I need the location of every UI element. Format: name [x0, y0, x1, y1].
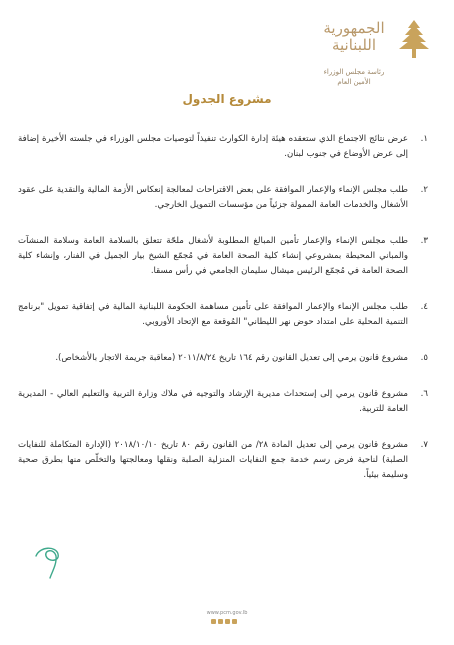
social-icons: [211, 619, 237, 624]
agenda-item: [18, 351, 428, 366]
document-title: مشروع الجدول: [182, 92, 272, 106]
office-subtitle: الأمين العام: [337, 78, 371, 86]
agenda-item: [18, 183, 428, 213]
twitter-icon: [218, 619, 223, 624]
item-text: عرض نتائج الاجتماع الذي ستعقده هيئة إدارة الكوارث تنفيذاً لتوصيات مجلس الوزراء في جلسته الأخيرة إضافة إلى عرض الأوضاع في جنوب لبنان.: [18, 134, 408, 159]
instagram-icon: [225, 619, 230, 624]
agenda-item: [18, 387, 428, 417]
item-number: ١.: [420, 134, 428, 144]
item-number: ٦.: [420, 389, 428, 399]
cedar-emblem-icon: [396, 18, 432, 62]
youtube-icon: [232, 619, 237, 624]
agenda-list: [18, 132, 428, 504]
signature-mark: [30, 540, 70, 580]
office-name: رئاسة مجلس الوزراء: [323, 68, 385, 76]
item-text: مشروع قانون يرمي إلى تعديل المادة ٢٨/ من القانون رقم ٨٠ تاريخ ٢٠١٨/١٠/١٠ (الإدارة المتكاملة للنفايات الصلبة) لناحية فرض رسم خدمة جمع النفايات المنزلية الصلبة ونقلها ومعالجتها والتخلّص منها بطرق صحية وسليمة بيئياً.: [18, 440, 408, 480]
item-text: طلب مجلس الإنماء والإعمار الموافقة على بعض الاقتراحات لمعالجة إنعكاس الأزمة المالية والنقدية على عقود الأشغال والخدمات العامة الممولة جزئياً من مؤسسات التمويل الخارجي.: [18, 185, 408, 210]
agenda-item: [18, 234, 428, 279]
item-text: مشروع قانون يرمي إلى إستحداث مديرية الإرشاد والتوجيه في ملاك وزارة التربية والتعليم العالي - المديرية العامة للتربية.: [18, 389, 408, 414]
republic-emblem-text: الجمهورية اللبنانية: [323, 19, 385, 54]
item-number: ٢.: [420, 185, 428, 195]
item-text: طلب مجلس الإنماء والإعمار تأمين المبالغ المطلوبة لأشغال ملحّة تتعلق بالسلامة العامة وسلامة المنشآت والمباني المحيطة بمشروعي إنشاء كلية الصحة العامة في مُجمّع الشيخ بيار الجميل في الفنار، وإنشاء كلية الصحة العامة في مُجمّع الرئيس ميشال سليمان الجامعي في رأس مسقا.: [18, 236, 408, 276]
item-text: مشروع قانون يرمي إلى تعديل القانون رقم ١٦٤ تاريخ ٢٠١١/٨/٢٤ (معاقبة جريمة الاتجار بالأشخاص).: [55, 353, 408, 363]
item-number: ٧.: [420, 440, 428, 450]
agenda-item: [18, 438, 428, 483]
footer-website: www.pcm.gov.lb: [206, 610, 248, 616]
item-number: ٣.: [420, 236, 428, 246]
agenda-item: [18, 132, 428, 162]
item-number: ٥.: [420, 353, 428, 363]
item-number: ٤.: [420, 302, 428, 312]
agenda-item: [18, 300, 428, 330]
letterhead: [282, 18, 432, 96]
facebook-icon: [211, 619, 216, 624]
item-text: طلب مجلس الإنماء والإعمار الموافقة على تأمين مساهمة الحكومة اللبنانية المالية في إتفاقية تمويل "برنامج التنمية المحلية على امتداد حوض نهر الليطاني" المُوقعة مع الإتحاد الأوروبي.: [18, 302, 408, 327]
